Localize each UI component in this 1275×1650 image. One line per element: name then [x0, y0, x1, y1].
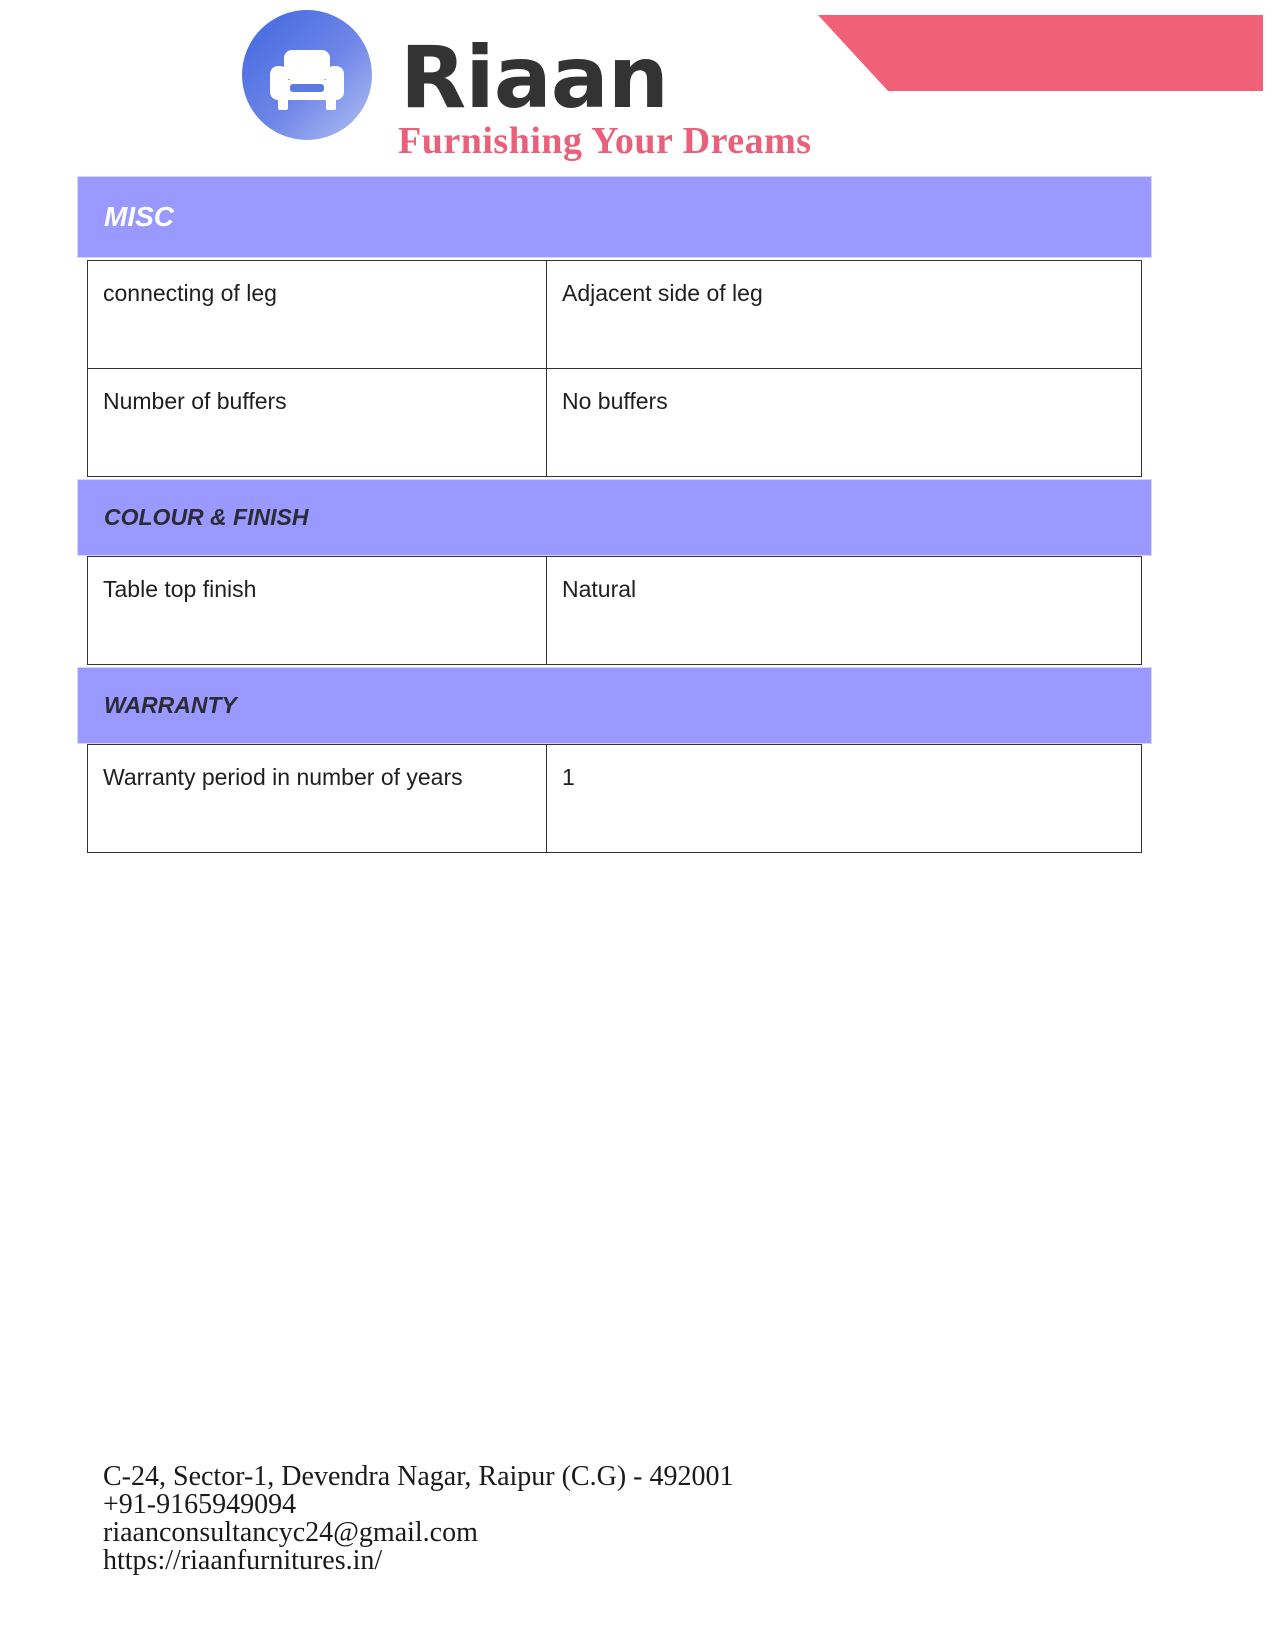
section-header-misc	[77, 176, 1152, 258]
table-row	[87, 260, 1142, 369]
row-value: 1	[562, 764, 575, 790]
brand-tagline: Furnishing Your Dreams	[398, 120, 812, 162]
footer-website[interactable]: https://riaanfurnitures.in/	[103, 1545, 383, 1576]
section-title: COLOUR & FINISH	[104, 504, 309, 530]
footer-contact	[103, 1463, 733, 1575]
row-value: Natural	[562, 576, 637, 602]
table-row	[87, 744, 1142, 853]
armchair-icon	[242, 10, 372, 140]
table-row	[87, 556, 1142, 665]
row-label: Table top finish	[88, 557, 547, 664]
footer-address: C-24, Sector-1, Devendra Nagar, Raipur (C.G) - 492001	[103, 1461, 734, 1492]
row-label: Number of buffers	[88, 369, 547, 476]
row-value: Adjacent side of leg	[562, 280, 763, 306]
row-label: Warranty period in number of years	[88, 745, 547, 852]
table-row	[87, 368, 1142, 477]
section-header-warranty	[77, 667, 1152, 744]
row-value: No buffers	[562, 388, 668, 414]
section-title: MISC	[104, 201, 174, 232]
row-label: connecting of leg	[88, 261, 547, 368]
section-title: WARRANTY	[104, 692, 237, 718]
footer-phone: +91-9165949094	[103, 1489, 297, 1520]
header-accent-band	[818, 15, 1263, 91]
section-header-colour-finish	[77, 479, 1152, 556]
footer-email[interactable]: riaanconsultancyc24@gmail.com	[103, 1517, 478, 1548]
brand-name: Riaan	[400, 28, 668, 128]
brand-logo	[242, 10, 372, 140]
